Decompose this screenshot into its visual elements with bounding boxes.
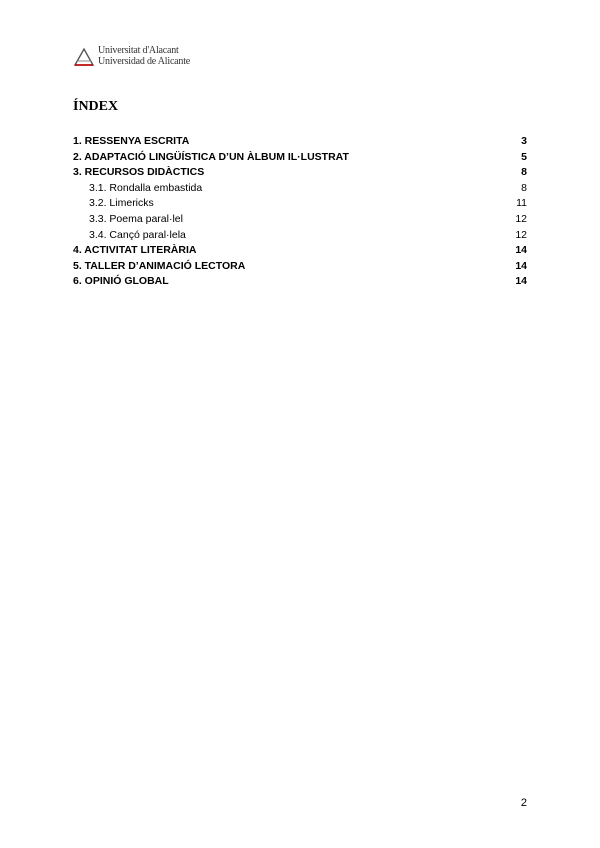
toc-entry-page: 14 [515, 259, 527, 272]
toc-entry-label: 2. ADAPTACIÓ LINGÜÍSTICA D’UN ÀLBUM IL·LUSTRAT [73, 150, 349, 163]
toc-entry-page: 14 [515, 275, 527, 288]
toc-entry-adaptacio-linguistica[interactable] [73, 150, 527, 166]
toc-entry-page: 11 [516, 197, 527, 210]
toc-entry-label: 5. TALLER D’ANIMACIÓ LECTORA [73, 259, 246, 272]
toc-entry-rondalla-embastida[interactable] [73, 181, 527, 197]
toc-entry-page: 14 [515, 244, 527, 257]
toc-entry-page: 12 [515, 212, 527, 225]
toc-entry-label: 4. ACTIVITAT LITERÀRIA [73, 244, 197, 257]
toc-entry-canco-parallela[interactable] [73, 228, 527, 244]
toc-entry-taller-animacio-lectora[interactable] [73, 259, 527, 275]
toc-entry-page: 5 [521, 150, 527, 163]
toc-entry-page: 8 [521, 166, 527, 179]
toc-entry-label: 3.2. Limericks [89, 197, 154, 210]
logo-line-valencian: Universitat d'Alacant [98, 45, 179, 56]
toc-entry-label: 6. OPINIÓ GLOBAL [73, 275, 169, 288]
toc-entry-recursos-didactics[interactable] [73, 165, 527, 181]
toc-entry-label: 1. RESSENYA ESCRITA [73, 135, 190, 147]
table-of-contents [73, 134, 527, 290]
toc-entry-label: 3.4. Cançó paral·lela [89, 228, 186, 241]
page-number: 2 [520, 797, 527, 809]
toc-entry-page: 3 [521, 135, 527, 147]
toc-entry-opinio-global[interactable] [73, 274, 527, 290]
toc-entry-ressenya-escrita[interactable] [73, 134, 527, 150]
university-emblem-icon [73, 46, 95, 68]
toc-entry-limericks[interactable] [73, 196, 527, 212]
index-title: ÍNDEX [73, 99, 119, 114]
toc-entry-poema-parallel[interactable] [73, 212, 527, 228]
toc-entry-label: 3.1. Rondalla embastida [89, 181, 203, 194]
toc-entry-page: 12 [515, 228, 527, 241]
toc-entry-activitat-literaria[interactable] [73, 243, 527, 259]
toc-entry-label: 3.3. Poema paral·lel [89, 212, 183, 225]
toc-entry-label: 3. RECURSOS DIDÀCTICS [73, 166, 205, 179]
university-logo [73, 44, 203, 72]
logo-line-spanish: Universidad de Alicante [98, 56, 191, 67]
toc-entry-page: 8 [521, 181, 527, 194]
